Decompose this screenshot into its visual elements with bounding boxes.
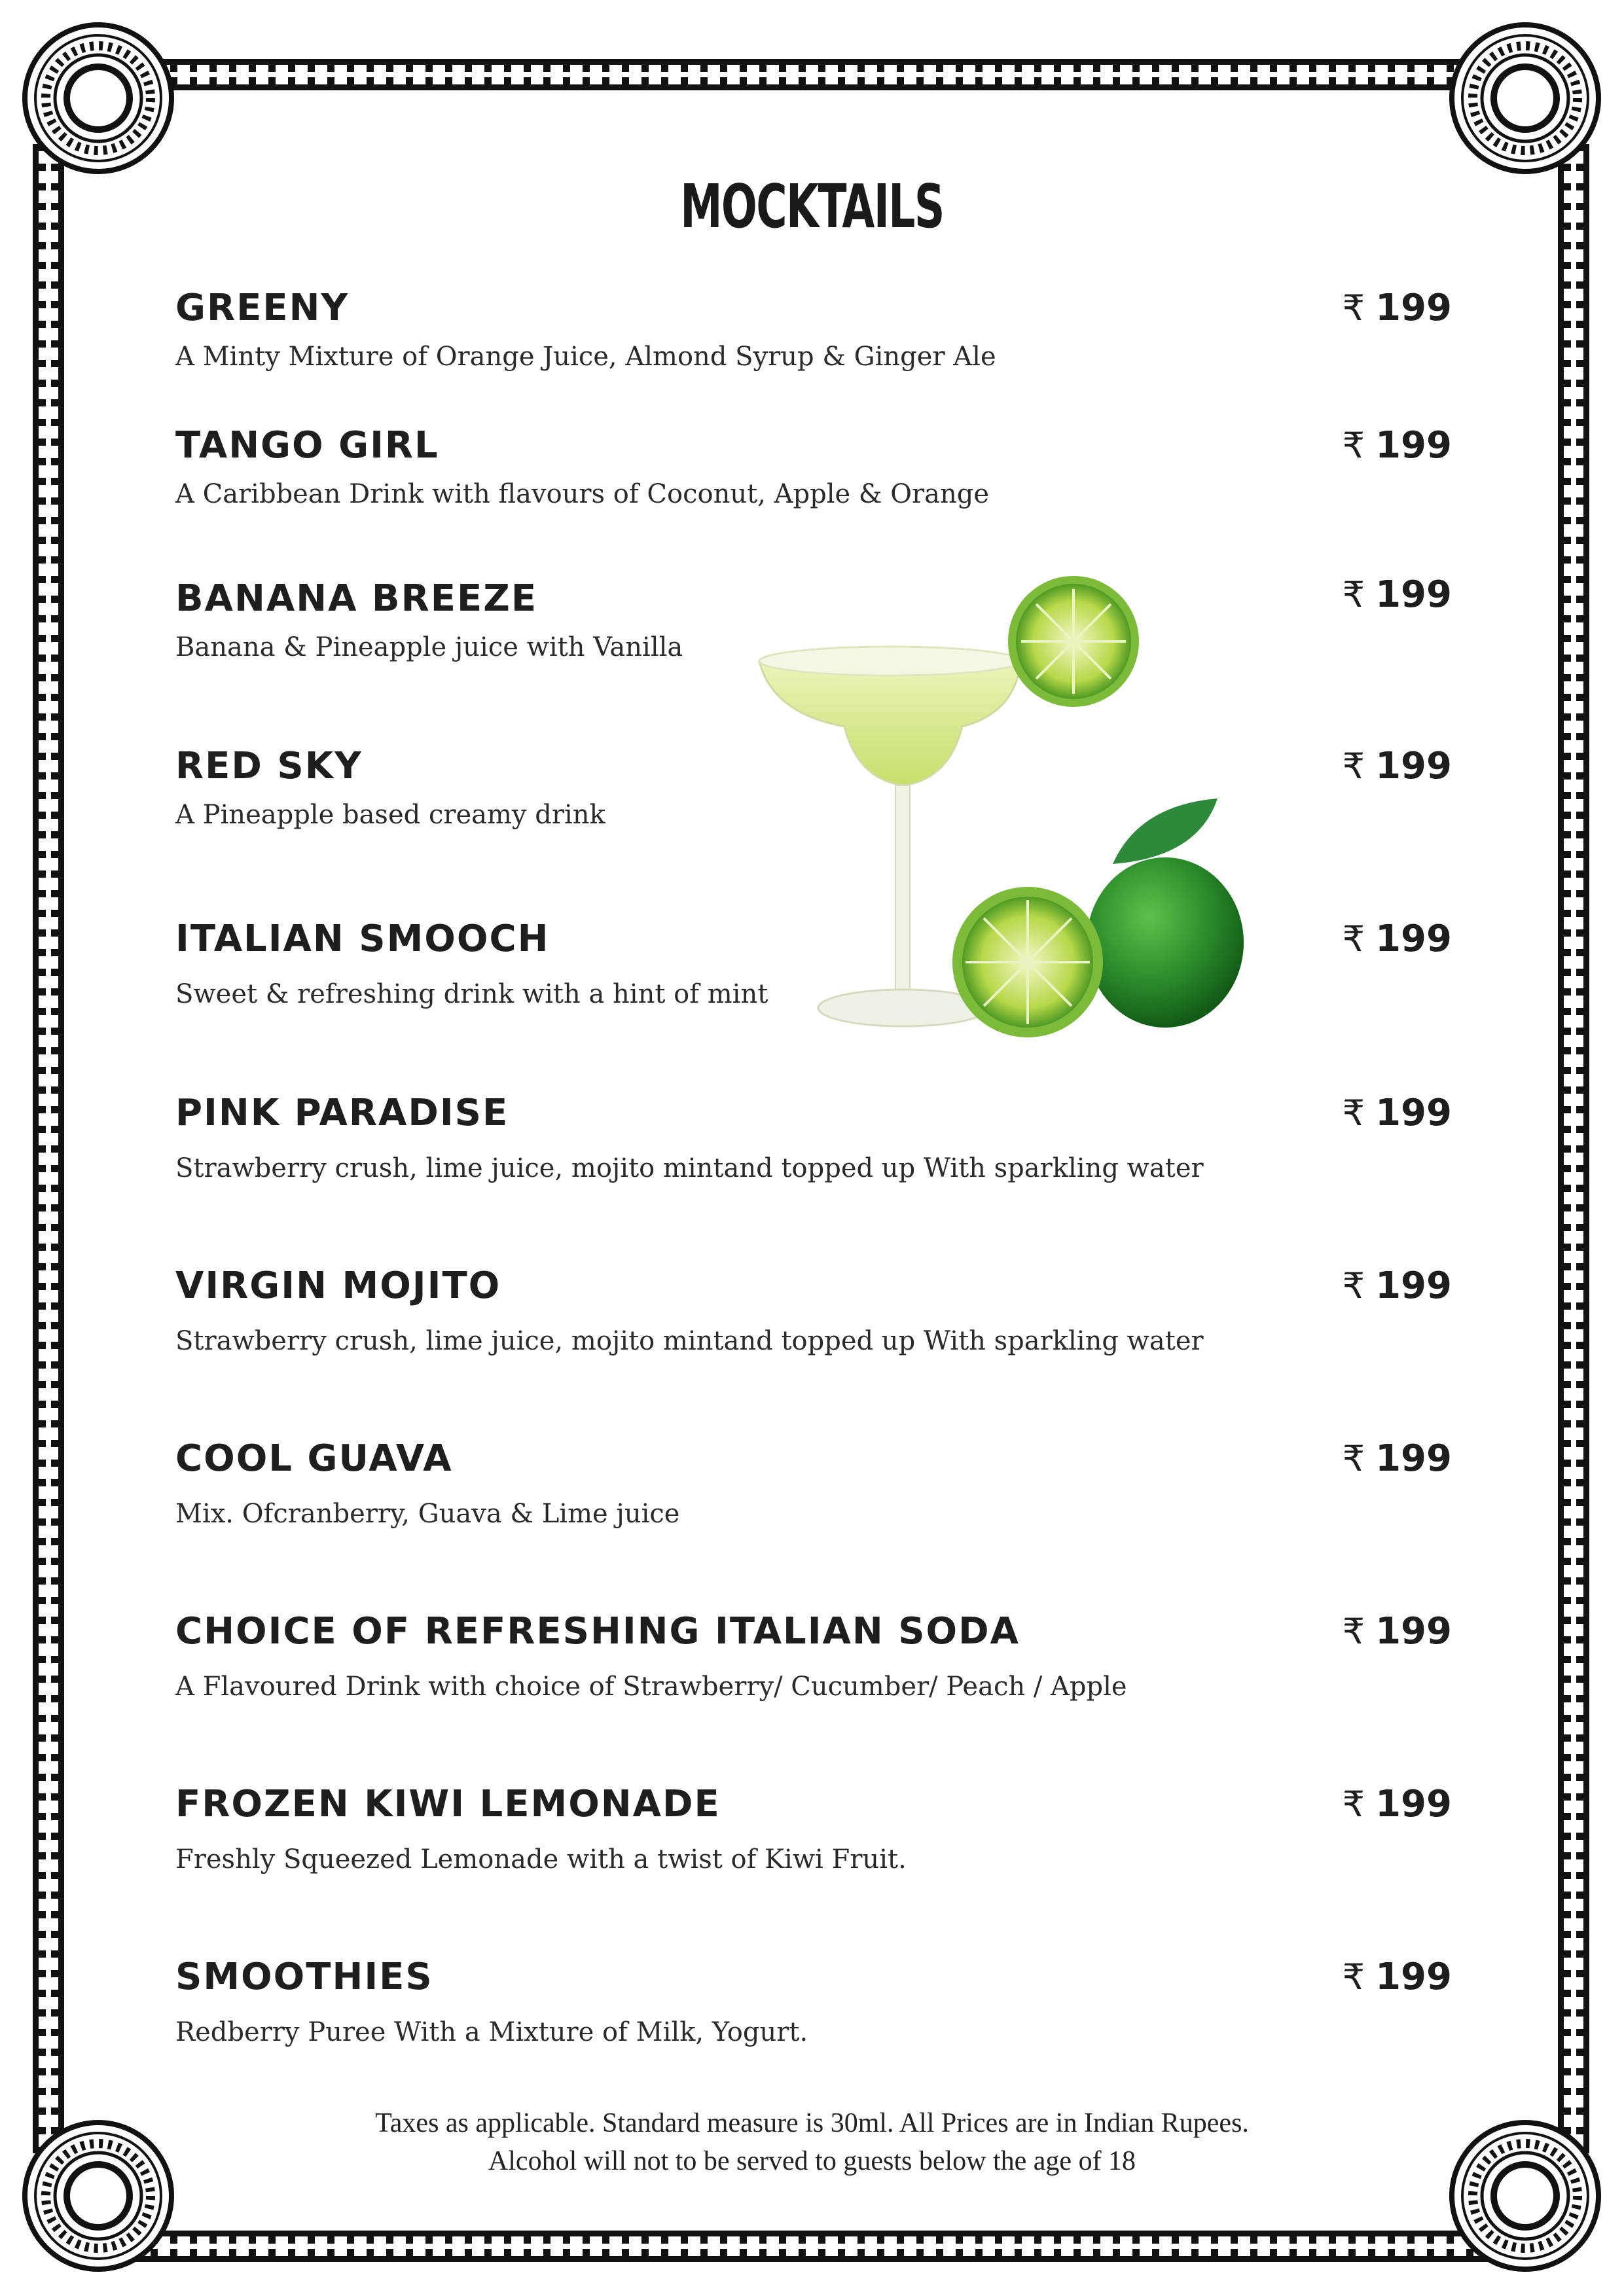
rupee-icon: ₹ [1342, 287, 1365, 329]
page-title: MOCKTAILS [680, 171, 944, 242]
item-name: CHOICE OF REFRESHING ITALIAN SODA [175, 1610, 1020, 1653]
item-price: ₹ 199 [1342, 1092, 1452, 1134]
item-name: SMOOTHIES [175, 1956, 433, 1998]
rupee-icon: ₹ [1342, 1265, 1365, 1306]
menu-item-red-sky [175, 745, 1452, 843]
footer-note [0, 2104, 1624, 2180]
item-name: FROZEN KIWI LEMONADE [175, 1783, 721, 1825]
item-price: ₹ 199 [1342, 1265, 1452, 1307]
rupee-icon: ₹ [1342, 574, 1365, 615]
item-price: ₹ 199 [1342, 918, 1452, 960]
item-price: ₹ 199 [1342, 1610, 1452, 1653]
item-description: Mix. Ofcranberry, Guava & Lime juice [175, 1499, 680, 1529]
rupee-icon: ₹ [1342, 918, 1365, 960]
item-description: A Caribbean Drink with flavours of Coconut, Apple & Orange [175, 479, 989, 509]
item-name: VIRGIN MOJITO [175, 1265, 501, 1307]
rupee-icon: ₹ [1342, 745, 1365, 787]
rupee-icon: ₹ [1342, 1438, 1365, 1479]
item-description: Freshly Squeezed Lemonade with a twist of Kiwi Fruit. [175, 1844, 907, 1874]
item-description: Banana & Pineapple juice with Vanilla [175, 632, 683, 662]
border-left [33, 144, 64, 2153]
corner-medallion-icon [20, 20, 177, 177]
menu-item-tango-girl [175, 424, 1452, 522]
item-name: PINK PARADISE [175, 1092, 509, 1134]
item-description: Sweet & refreshing drink with a hint of mint [175, 979, 768, 1009]
menu-item-virgin-mojito [175, 1265, 1452, 1363]
item-description: Strawberry crush, lime juice, mojito mintand topped up With sparkling water [175, 1153, 1204, 1183]
item-price: ₹ 199 [1342, 1956, 1452, 1998]
item-description: Strawberry crush, lime juice, mojito mintand topped up With sparkling water [175, 1326, 1204, 1356]
rupee-icon: ₹ [1342, 1784, 1365, 1825]
item-description: A Flavoured Drink with choice of Strawberry/ Cucumber/ Peach / Apple [175, 1672, 1127, 1702]
item-description: A Pineapple based creamy drink [175, 800, 605, 830]
item-price: ₹ 199 [1342, 1783, 1452, 1825]
border-top [131, 59, 1492, 90]
item-price: ₹ 199 [1342, 745, 1452, 787]
menu-item-italian-smooch [175, 918, 1452, 1016]
rupee-icon: ₹ [1342, 425, 1365, 466]
border-right [1558, 144, 1589, 2153]
border-bottom [131, 2231, 1492, 2262]
menu-item-banana-breeze [175, 573, 1452, 675]
rupee-icon: ₹ [1342, 1956, 1365, 1998]
item-description: Redberry Puree With a Mixture of Milk, Yogurt. [175, 2017, 808, 2047]
item-name: ITALIAN SMOOCH [175, 918, 550, 960]
menu-item-greeny [175, 287, 1452, 385]
footer-age-note: Alcohol will not to be served to guests below the age of 18 [488, 2146, 1136, 2176]
item-name: COOL GUAVA [175, 1437, 453, 1480]
menu-item-cool-guava [175, 1437, 1452, 1535]
menu-item-pink-paradise [175, 1092, 1452, 1190]
item-name: GREENY [175, 287, 350, 329]
item-name: TANGO GIRL [175, 424, 439, 467]
rupee-icon: ₹ [1342, 1092, 1365, 1134]
menu-item-italian-soda [175, 1610, 1452, 1708]
corner-medallion-icon [1447, 20, 1604, 177]
item-description: A Minty Mixture of Orange Juice, Almond Syrup & Ginger Ale [175, 342, 996, 372]
item-price: ₹ 199 [1342, 1437, 1452, 1480]
rupee-icon: ₹ [1342, 1611, 1365, 1652]
item-price: ₹ 199 [1342, 573, 1452, 616]
menu-item-smoothies [175, 1956, 1452, 2054]
menu-item-frozen-kiwi-lemonade [175, 1783, 1452, 1881]
footer-taxes-note: Taxes as applicable. Standard measure is 30ml. All Prices are in Indian Rupees. [375, 2108, 1249, 2138]
item-price: ₹ 199 [1342, 287, 1452, 329]
item-price: ₹ 199 [1342, 424, 1452, 467]
item-name: BANANA BREEZE [175, 577, 538, 620]
item-name: RED SKY [175, 745, 363, 787]
